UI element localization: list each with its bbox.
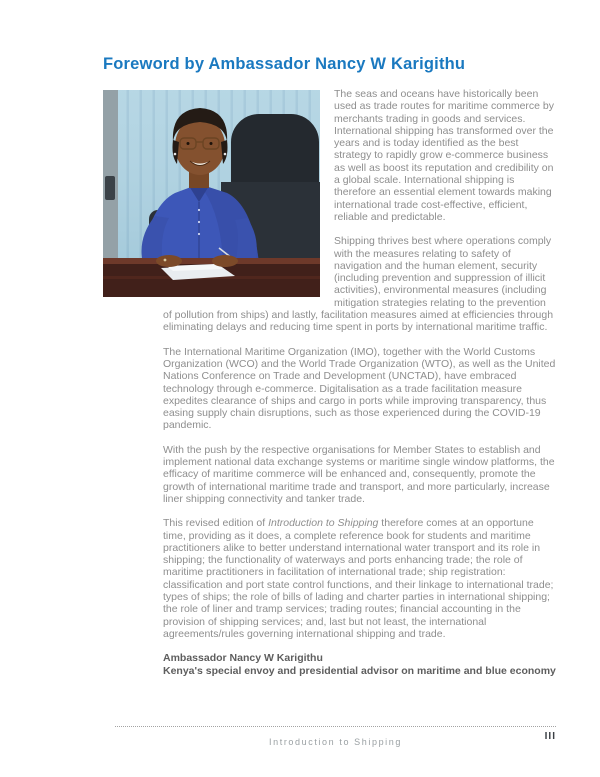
- page-title: Foreword by Ambassador Nancy W Karigithu: [103, 55, 466, 73]
- paragraph-4: With the push by the respective organisations for Member States to establish and implement national data exchange systems or maritime single window platforms, the efficacy of maritime commerce will be enhanced and, consequently, promote the growth of international maritime trade and transport, and more particularly, increase liner shipping connectivity and tanker trade.: [163, 443, 555, 505]
- portrait-photo-illustration: [103, 90, 320, 297]
- page-content: [163, 88, 557, 678]
- book-title-italic: Introduction to Shipping: [268, 517, 379, 530]
- paragraph-1: The seas and oceans have historically been used as trade routes for maritime commerce by merchants trading in goods and services. International shipping has transformed over the years and is today identified as the best strategy to rapidly grow e-commerce business as well as boost its reputation and credibility on a global scale. International shipping is therefore an essential element towards making international trade cost-effective, efficient, reliable and predictable.: [334, 88, 554, 223]
- paragraph-3: The International Maritime Organization (IMO), together with the World Customs Organization (WCO) and the World Trade Organization (WTO), as well as the United Nations Conference on Trade and Development (UNCTAD), have embraced technology through e-commerce. Digitalisation as a trade facilitation measure expedites clearance of ships and cargo in ports while improving transparency, thus easing supply chain disruptions, such as those experienced during the COVID-19 pandemic.: [163, 345, 556, 432]
- photo-wall-fixture: [105, 176, 115, 200]
- footer-book-title: Introduction to Shipping: [269, 737, 402, 747]
- signature-name: Ambassador Nancy W Karigithu: [163, 652, 323, 665]
- signature-role: Kenya's special envoy and presidential advisor on maritime and blue economy: [163, 665, 556, 678]
- signature-block: [163, 652, 557, 678]
- paragraph-5-rest: therefore comes at an opportune time, providing as it does, a complete reference book for students and maritime practitioners alike to better understand international water transport and its role in shipping; the functionality of waterways and ports enhancing trade; the role of maritime practitioners in facilitation of international trade; ship registration: classification and port state control functions, and their linkage to international trade; types of ships; the role of bills of lading and charter parties in international shipping; the role of liner and tramp services; trading routes; financial accounting in the provision of shipping services; and, last but not least, the international agreements/rules governing international shipping and trade.: [163, 517, 554, 640]
- paragraph-5-lead: This revised edition of: [163, 517, 269, 530]
- paragraph-2: Shipping thrives best where operations comply with the measures relating to safety of navigation and the human element, security (including prevention and suppression of illicit activities), environmental measures (including mitigation strategies relating to the prevention of pollution from ships) and lastly, facilitation measures aimed at efficiencies through eliminating delays and reducing time spent in ports by international maritime traffic.: [163, 235, 554, 334]
- footer-page-number: III: [544, 731, 556, 742]
- portrait-photo: [103, 90, 320, 297]
- page-footer: [115, 726, 556, 750]
- paragraph-5: [163, 517, 557, 640]
